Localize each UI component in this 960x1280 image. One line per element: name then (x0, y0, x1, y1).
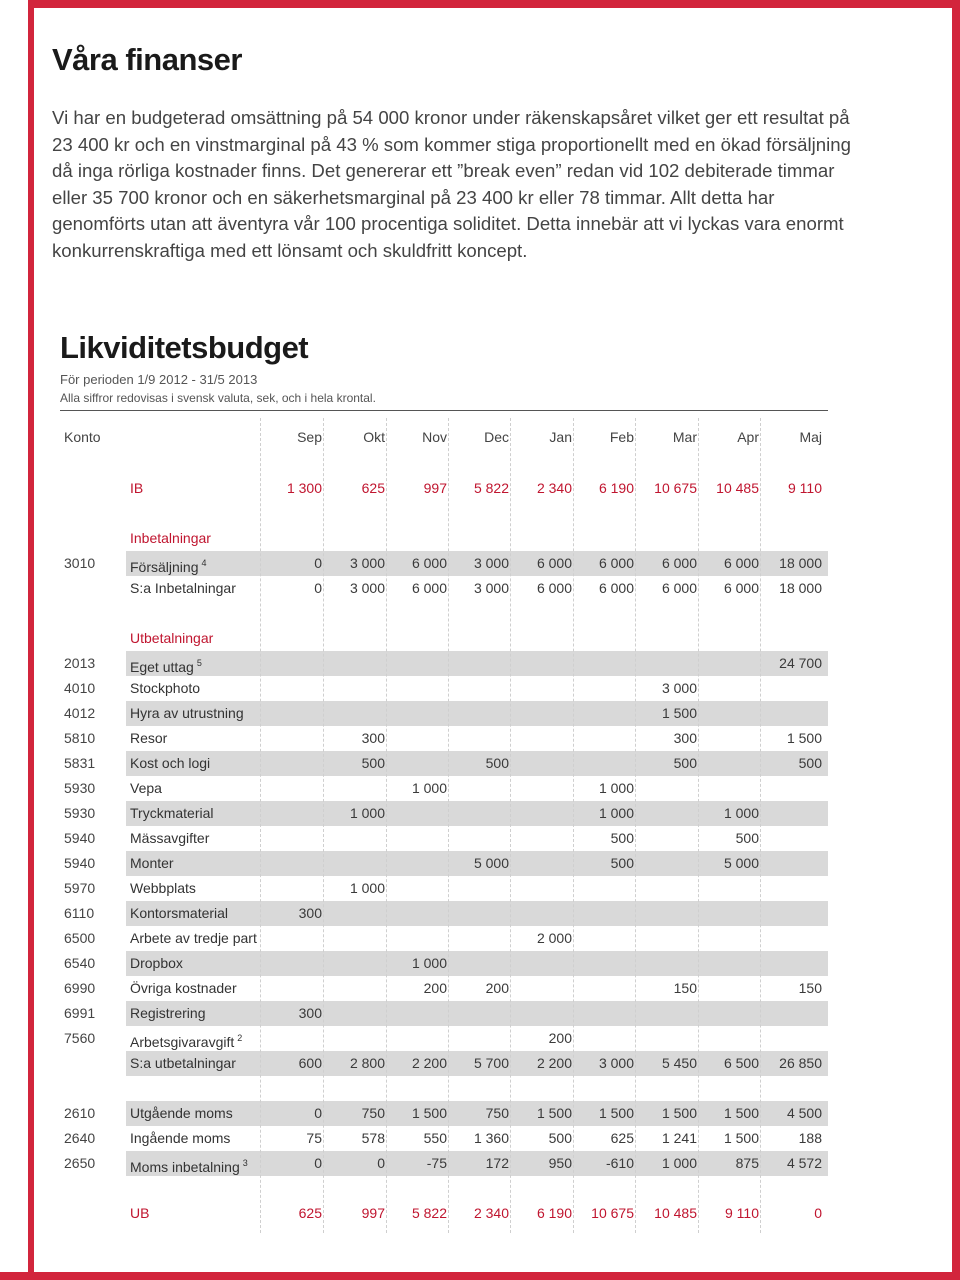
cell-apr: 1 500 (723, 1130, 759, 1146)
cell-maj: 26 850 (779, 1055, 822, 1071)
cell-okt: 997 (361, 1205, 385, 1221)
table-row-arbetsgivaravgift (60, 1026, 828, 1051)
row-label (130, 551, 207, 576)
cell-okt: 1 000 (349, 805, 385, 821)
cell-feb: 3 000 (598, 1055, 634, 1071)
row-shading (126, 901, 828, 926)
row-label (130, 876, 196, 901)
cell-dec: 200 (485, 980, 509, 996)
row-label-text: Registrering (130, 1005, 206, 1021)
cell-feb: 6 000 (598, 580, 634, 596)
row-label-text: Försäljning (130, 559, 199, 575)
cell-apr: 1 500 (723, 1105, 759, 1121)
account-number: 2640 (64, 1130, 96, 1146)
cell-okt: 1 000 (349, 880, 385, 896)
row-label (130, 1051, 236, 1076)
account-number: 6990 (64, 980, 96, 996)
row-label-text: Inbetalningar (130, 530, 211, 546)
table-row-ib (60, 476, 828, 501)
cell-mar: 6 000 (661, 555, 697, 571)
row-label-text: S:a Inbetalningar (130, 580, 236, 596)
table-row-resor (60, 726, 828, 751)
row-label-text: Övriga kostnader (130, 980, 237, 996)
row-shading (126, 1001, 828, 1026)
row-label-text: UB (130, 1205, 150, 1221)
cell-mar: 1 500 (661, 1105, 697, 1121)
frame-bottom-border (0, 1272, 960, 1280)
cell-dec: 2 340 (473, 1205, 509, 1221)
account-number: 2650 (64, 1155, 96, 1171)
row-label (130, 926, 257, 951)
row-label (130, 576, 236, 601)
table-row-webbplats (60, 876, 828, 901)
cell-apr: 1 000 (723, 805, 759, 821)
cell-jan: 1 500 (536, 1105, 572, 1121)
cell-feb: 1 500 (598, 1105, 634, 1121)
cell-nov: 997 (423, 480, 447, 496)
table-row-tryckmaterial (60, 801, 828, 826)
cell-mar: 300 (673, 730, 697, 746)
cell-nov: -75 (426, 1155, 447, 1171)
account-number: 5810 (64, 730, 96, 746)
footnote-marker: 4 (201, 558, 207, 568)
account-number: 5930 (64, 805, 96, 821)
cell-mar: 6 000 (661, 580, 697, 596)
cell-maj: 188 (798, 1130, 822, 1146)
table-row-monter (60, 851, 828, 876)
footnote-marker: 2 (237, 1033, 243, 1043)
cell-dec: 1 360 (473, 1130, 509, 1146)
column-separator (448, 418, 449, 1233)
row-label-text: Arbetsgivaravgift (130, 1034, 235, 1050)
cell-maj: 24 700 (779, 655, 822, 671)
header-month-jan: Jan (549, 429, 572, 445)
cell-feb: -610 (605, 1155, 634, 1171)
table-row-dropbox (60, 951, 828, 976)
row-label-text: Monter (130, 855, 174, 871)
column-separator (698, 418, 699, 1233)
cell-apr: 5 000 (723, 855, 759, 871)
row-label (130, 526, 211, 551)
table-row-hyra (60, 701, 828, 726)
cell-jan: 6 190 (536, 1205, 572, 1221)
cell-nov: 6 000 (411, 555, 447, 571)
cell-nov: 6 000 (411, 580, 447, 596)
budget-period: För perioden 1/9 2012 - 31/5 2013 (60, 372, 258, 387)
row-label (130, 976, 237, 1001)
table-row-kontorsmaterial (60, 901, 828, 926)
cell-sep: 300 (298, 1005, 322, 1021)
row-label-text: Kontorsmaterial (130, 905, 229, 921)
cell-apr: 875 (735, 1155, 759, 1171)
cell-feb: 10 675 (591, 1205, 634, 1221)
cell-okt: 625 (361, 480, 385, 496)
budget-title: Likviditetsbudget (60, 330, 309, 365)
row-label-text: S:a utbetalningar (130, 1055, 236, 1071)
table-row-arbete-tredje (60, 926, 828, 951)
table-row-registrering (60, 1001, 828, 1026)
table-row-eget-uttag (60, 651, 828, 676)
row-shading (126, 651, 828, 676)
cell-mar: 5 450 (661, 1055, 697, 1071)
cell-jan: 950 (548, 1155, 572, 1171)
cell-feb: 500 (610, 830, 634, 846)
footnote-marker: 3 (242, 1158, 248, 1168)
table-row-forsaljning (60, 551, 828, 576)
table-row-vepa (60, 776, 828, 801)
cell-feb: 625 (610, 1130, 634, 1146)
cell-apr: 6 500 (723, 1055, 759, 1071)
cell-maj: 1 500 (786, 730, 822, 746)
table-row-stockphoto (60, 676, 828, 701)
row-label (130, 951, 183, 976)
cell-sep: 75 (306, 1130, 322, 1146)
cell-apr: 500 (735, 830, 759, 846)
row-label (130, 1001, 205, 1026)
header-month-nov: Nov (422, 429, 447, 445)
row-label-text: Arbete av tredje part (130, 930, 257, 946)
cell-mar: 500 (673, 755, 697, 771)
cell-mar: 1 241 (661, 1130, 697, 1146)
row-label (130, 851, 174, 876)
cell-sep: 300 (298, 905, 322, 921)
row-label-text: Stockphoto (130, 680, 201, 696)
cell-sep: 0 (314, 580, 322, 596)
header-month-maj: Maj (799, 429, 822, 445)
cell-jan: 6 000 (536, 555, 572, 571)
account-number: 7560 (64, 1030, 96, 1046)
account-number: 4010 (64, 680, 96, 696)
header-month-apr: Apr (737, 429, 759, 445)
row-label (130, 651, 202, 676)
cell-dec: 5 700 (473, 1055, 509, 1071)
cell-okt: 3 000 (349, 580, 385, 596)
cell-sep: 0 (314, 1155, 322, 1171)
cell-dec: 5 822 (473, 480, 509, 496)
cell-apr: 6 000 (723, 580, 759, 596)
cell-dec: 750 (485, 1105, 509, 1121)
row-label-text: Ingående moms (130, 1130, 231, 1146)
row-label (130, 901, 228, 926)
cell-sep: 600 (298, 1055, 322, 1071)
cell-dec: 500 (485, 755, 509, 771)
table-row-inbet-heading (60, 526, 828, 551)
table-row-utg-moms (60, 1101, 828, 1126)
table-row-moms-inbet (60, 1151, 828, 1176)
budget-divider (60, 410, 828, 411)
cell-nov: 1 000 (411, 780, 447, 796)
table-row-sa-utbet (60, 1051, 828, 1076)
row-label-text: Kost och logi (130, 755, 211, 771)
row-label (130, 1201, 149, 1226)
frame-left-border (28, 0, 34, 1280)
table-row-utbet-heading (60, 626, 828, 651)
cell-feb: 500 (610, 855, 634, 871)
account-number: 3010 (64, 555, 96, 571)
cell-sep: 0 (314, 555, 322, 571)
cell-nov: 1 500 (411, 1105, 447, 1121)
account-number: 6991 (64, 1005, 96, 1021)
cell-mar: 10 675 (654, 480, 697, 496)
frame-right-border (952, 0, 960, 1280)
cell-dec: 172 (485, 1155, 509, 1171)
cell-feb: 6 190 (598, 480, 634, 496)
row-label (130, 1126, 230, 1151)
intro-paragraph: Vi har en budgeterad omsättning på 54 000 kronor under räkenskapsåret vilket ger ett resultat på 23 400 kr och en vinstmarginal på 43 % som kommer stiga proportionellt med en ökad försäljning då inga rörliga kostnader finns. Det genererar ett ”break even” redan vid 102 debiterade timmar eller 35 700 kronor och en säkerhetsmarginal på 23 400 kr eller 78 timmar. Allt detta har genomförts utan att äventyra vår 100 procentiga soliditet. Detta innebär att vi lyckas vara enormt konkurrenskraftiga med ett lönsamt och skuldfritt koncept. (52, 107, 851, 261)
table-row-sa-inbet (60, 576, 828, 601)
cell-feb: 1 000 (598, 805, 634, 821)
cell-apr: 6 000 (723, 555, 759, 571)
header-account: Konto (64, 429, 101, 445)
account-number: 5831 (64, 755, 96, 771)
row-label (130, 1026, 242, 1051)
column-separator (386, 418, 387, 1233)
cell-mar: 10 485 (654, 1205, 697, 1221)
row-label-text: Vepa (130, 780, 162, 796)
column-separator (323, 418, 324, 1233)
cell-maj: 18 000 (779, 580, 822, 596)
table-row-kost-logi (60, 751, 828, 776)
cell-okt: 0 (377, 1155, 385, 1171)
cell-mar: 150 (673, 980, 697, 996)
row-shading (126, 951, 828, 976)
cell-sep: 625 (298, 1205, 322, 1221)
cell-sep: 1 300 (286, 480, 322, 496)
row-label-text: Resor (130, 730, 168, 746)
cell-mar: 3 000 (661, 680, 697, 696)
cell-feb: 6 000 (598, 555, 634, 571)
column-separator (510, 418, 511, 1233)
cell-dec: 3 000 (473, 555, 509, 571)
column-separator (573, 418, 574, 1233)
account-number: 2610 (64, 1105, 96, 1121)
row-label-text: Utbetalningar (130, 630, 214, 646)
cell-dec: 5 000 (473, 855, 509, 871)
cell-mar: 1 500 (661, 705, 697, 721)
cell-okt: 3 000 (349, 555, 385, 571)
cell-jan: 6 000 (536, 580, 572, 596)
row-label (130, 476, 143, 501)
account-number: 6540 (64, 955, 96, 971)
page-title: Våra finanser (52, 42, 242, 77)
cell-maj: 9 110 (788, 480, 822, 496)
account-number: 5940 (64, 830, 96, 846)
row-label-text: Dropbox (130, 955, 183, 971)
row-label-text: Eget uttag (130, 659, 194, 675)
cell-nov: 2 200 (411, 1055, 447, 1071)
cell-jan: 200 (548, 1030, 572, 1046)
account-number: 5970 (64, 880, 96, 896)
row-label-text: IB (130, 480, 144, 496)
cell-maj: 500 (798, 755, 822, 771)
cell-okt: 750 (361, 1105, 385, 1121)
account-number: 6110 (64, 905, 95, 921)
cell-maj: 4 572 (786, 1155, 822, 1171)
row-label-text: Tryckmaterial (130, 805, 214, 821)
account-number: 5940 (64, 855, 96, 871)
row-label-text: Utgående moms (130, 1105, 233, 1121)
account-number: 4012 (64, 705, 96, 721)
row-label-text: Hyra av utrustning (130, 705, 244, 721)
cell-jan: 2 340 (536, 480, 572, 496)
account-number: 2013 (64, 655, 96, 671)
row-label (130, 751, 210, 776)
row-label-text: Moms inbetalning (130, 1159, 240, 1175)
cell-nov: 200 (423, 980, 447, 996)
cell-okt: 2 800 (349, 1055, 385, 1071)
frame-top-border (28, 0, 960, 8)
footnote-marker: 5 (196, 658, 202, 668)
row-label (130, 776, 162, 801)
cell-jan: 500 (548, 1130, 572, 1146)
cell-okt: 500 (361, 755, 385, 771)
cell-jan: 2 200 (536, 1055, 572, 1071)
row-label (130, 801, 214, 826)
column-separator (635, 418, 636, 1233)
cell-dec: 3 000 (473, 580, 509, 596)
account-number: 6500 (64, 930, 96, 946)
header-month-sep: Sep (297, 429, 322, 445)
cell-nov: 5 822 (411, 1205, 447, 1221)
cell-okt: 578 (361, 1130, 385, 1146)
row-label (130, 726, 167, 751)
row-label (130, 1101, 233, 1126)
cell-nov: 1 000 (411, 955, 447, 971)
header-month-mar: Mar (672, 429, 697, 445)
row-label (130, 701, 244, 726)
column-separator (760, 418, 761, 1233)
cell-apr: 10 485 (716, 480, 759, 496)
row-label (130, 676, 200, 701)
row-label (130, 626, 213, 651)
header-month-okt: Okt (363, 429, 385, 445)
cell-jan: 2 000 (536, 930, 572, 946)
budget-note: Alla siffror redovisas i svensk valuta, sek, och i hela krontal. (60, 391, 376, 405)
row-label (130, 1151, 248, 1176)
row-label-text: Mässavgifter (130, 830, 210, 846)
cell-maj: 18 000 (779, 555, 822, 571)
row-label-text: Webbplats (130, 880, 196, 896)
cell-feb: 1 000 (598, 780, 634, 796)
cell-sep: 0 (314, 1105, 322, 1121)
cell-mar: 1 000 (661, 1155, 697, 1171)
cell-nov: 550 (423, 1130, 447, 1146)
row-label (130, 826, 209, 851)
table-row-ing-moms (60, 1126, 828, 1151)
table-row-ovriga (60, 976, 828, 1001)
cell-maj: 4 500 (786, 1105, 822, 1121)
cell-apr: 9 110 (725, 1205, 759, 1221)
column-separator (260, 418, 261, 1233)
cell-okt: 300 (361, 730, 385, 746)
table-row-massavgifter (60, 826, 828, 851)
header-month-dec: Dec (484, 429, 509, 445)
account-number: 5930 (64, 780, 96, 796)
cell-maj: 0 (814, 1205, 822, 1221)
header-month-feb: Feb (609, 429, 634, 445)
cell-maj: 150 (798, 980, 822, 996)
table-row-ub (60, 1201, 828, 1226)
